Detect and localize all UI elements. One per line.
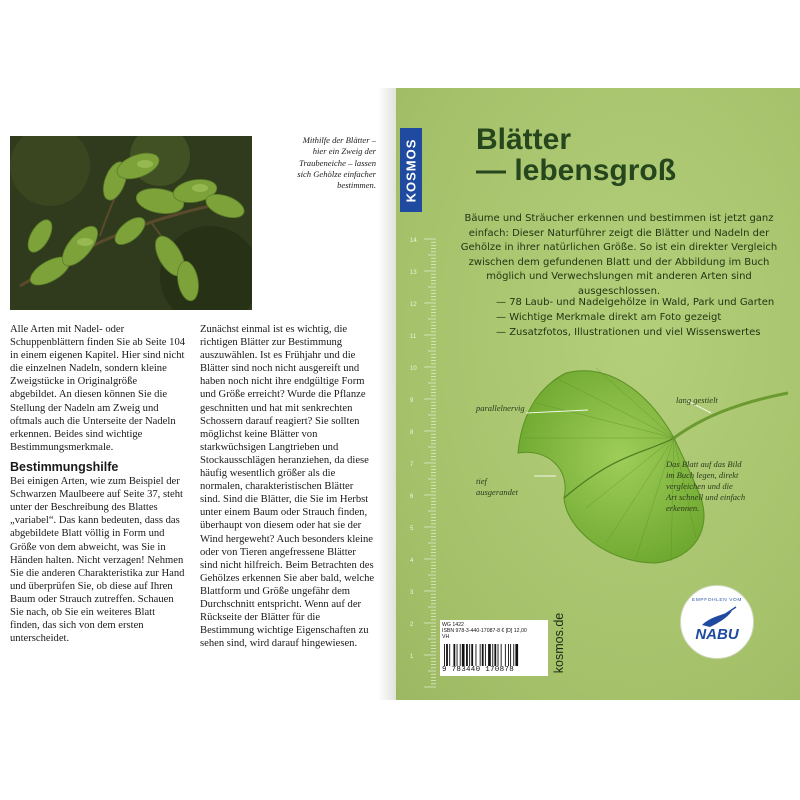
ruler-number: 5 [410,526,414,532]
usage-note-line: Art schnell und einfach [666,492,746,502]
book-spine-shadow [378,88,396,700]
title-line-2: — lebensgroß [476,154,677,187]
barcode-bar [462,644,465,666]
barcode-bar [466,644,468,666]
leaf-annotation-line: ausgerandet [476,487,519,497]
ruler-number: 7 [410,462,414,468]
oak-branch-photo [10,136,252,310]
feature-item: — Zusatzfotos, Illustrationen und viel Wissenswertes [496,325,786,340]
leaf-annotation: parallelnervig [476,403,525,413]
usage-note-line: erkennen. [666,503,700,513]
barcode-bar [498,644,499,666]
barcode-bar [444,644,445,666]
barcode-bar [508,644,509,666]
barcode-bar [482,644,484,666]
barcode-bar [494,644,496,666]
barcode-bar [488,644,491,666]
barcode-bar [505,644,506,666]
stork-icon [680,585,754,659]
ruler-number: 12 [410,302,417,308]
barcode-number: 9 783440 170878 [442,666,515,674]
caption-line: Traubeneiche – lassen [299,157,376,168]
barcode-bar [460,644,461,666]
barcode-meta-line: ISBN 978-3-440-17087-8 € [D] 12,00 [442,628,527,634]
barcode-bar [515,644,518,666]
publisher-name: KOSMOS [403,138,419,202]
left-page [0,88,393,700]
cover-blurb: Bäume und Sträucher erkennen und bestimmen ist jetzt ganz einfach: Dieser Naturführer zeigt die Blätter und Nadeln der Gehölze in ihrer natürlichen Größe. So ist ein direkter Vergleich zwischen dem gefundenen Blatt und der Abbildung im Buch möglich und Verwechslungen mit anderen Arten sind ausgeschlossen. [460,213,778,297]
text-column-left [10,323,186,645]
title-line-1: Blätter [476,123,572,156]
section-heading: Bestimmungshilfe [10,459,119,474]
barcode-bar [449,644,450,666]
nabu-logo-text: NABU [695,626,739,643]
usage-note [666,459,754,514]
barcode-bar [471,644,473,666]
ruler-number: 8 [410,430,414,436]
caption-line: sich Gehölze einfacher [297,168,376,179]
ruler-number: 2 [410,622,414,628]
nabu-recommendation: EMPFOHLEN VOM [692,598,742,603]
barcode-bar [446,644,448,666]
usage-note-line: Das Blatt auf das Bild [666,459,742,469]
barcode-bar [485,644,486,666]
publisher-logo [400,128,422,212]
barcode-meta [442,622,527,640]
feature-list [496,295,786,341]
ruler-number: 4 [410,558,414,564]
barcode-bar [513,644,514,666]
barcode-bar [501,644,502,666]
ruler-number: 14 [410,238,417,244]
caption-line: bestimmen. [337,180,376,191]
ruler-number: 10 [410,366,417,372]
body-paragraph: Bei einigen Arten, wie zum Beispiel der Schwarzen Maulbeere auf Seite 37, steht unter der Beschreibung des Blattes „variabel“. Das kann bedeuten, dass das abgebildete Blatt völlig in Form und Größe von dem abweicht, was Sie in Händen halten. Nicht verzagen! Nehmen Sie die anderen Charakteristika zur Hand und überprüfen Sie, ob diese auf Ihren Baum oder Strauch zutreffen. Schauen Sie nach, ob Sie ein weiteres Blatt finden, das sich von dem ersten unterscheidet. [10,476,185,645]
barcode-bar [480,644,481,666]
ruler [408,233,436,693]
barcode-bar [492,644,493,666]
barcode-bar [476,644,477,666]
feature-item: — Wichtige Merkmale direkt am Foto gezeigt [496,310,786,325]
barcode-bar [453,644,455,666]
caption-line: hier ein Zweig der [312,146,376,157]
usage-note-line: im Buch legen, direkt [666,470,739,480]
ruler-number: 11 [410,334,417,340]
ruler-number: 1 [410,654,414,660]
website-text: kosmos.de [552,612,567,674]
ruler-number: 3 [410,590,414,596]
barcode-bar [469,644,470,666]
feature-item: — 78 Laub- und Nadelgehölze in Wald, Park und Garten [496,295,786,310]
body-paragraph: Zunächst einmal ist es wichtig, die richtigen Blätter zur Bestimmung auszuwählen. Ist es Frühjahr und die Blätter sind noch nicht ausgereift und haben noch nicht ihre endgültige Form und Größe erreicht? Wurde die Pflanze geschnitten und hat mit senkrechten Schossern darauf reagiert? Sie sollten möglichst keine Blätter von starkwüchsigen Langtrieben und Stockausschlägen heranziehen, da diese häufig wesentlich größer als die normalen, charakteristischen Blätter sind. Sind die Blätter, die Sie im Herbst unter einem Baum oder Strauch finden, überhaupt von diesem oder hat sie der Wind hergeweht? Auch besonders kleine oder von Tieren angefressene Blätter sind nicht hilfreich. Beim Betrachten des Gehölzes erkennen Sie aber bald, welche Blattform und Größe ungefähr dem Durchschnitt entspricht. Wenn auf der Rückseite der Blätter für die Bestimmung wichtige Eigenschaften zu sehen sind, wird darauf hingewiesen. [200,324,375,650]
barcode-bar [457,644,458,666]
text-column-right [200,323,376,650]
website-label [552,608,566,678]
barcode-meta-line: VH [442,634,450,640]
barcode [442,644,546,666]
photo-caption [258,135,376,191]
leaf-annotation-line: tief [476,476,487,486]
book-cover [396,88,800,700]
cover-title [476,124,676,186]
ruler-number: 13 [410,270,417,276]
leaf-annotation: lang gestielt [676,395,718,405]
oak-branch-illustration [10,136,252,310]
leaf-annotation [476,476,518,498]
barcode-bar [510,644,511,666]
ruler-number: 6 [410,494,414,500]
barcode-meta-line: WG 1422 [442,622,464,628]
caption-line: Mithilfe der Blätter – [302,135,376,145]
body-paragraph: Alle Arten mit Nadel- oder Schuppenblättern finden Sie ab Seite 104 in einem eigenen Kapitel. Hier sind nicht die einzelnen Nadeln, sondern kleine Zweigstücke in Originalgröße abgebildet. An diesen können Sie die Stellung der Nadeln am Zweig und oftmals auch die Unterseite der Nadeln erkennen. Beides sind wichtige Bestimmungsmerkmale. [10,324,186,453]
usage-note-line: vergleichen und die [666,481,733,491]
ruler-number: 9 [410,398,414,404]
